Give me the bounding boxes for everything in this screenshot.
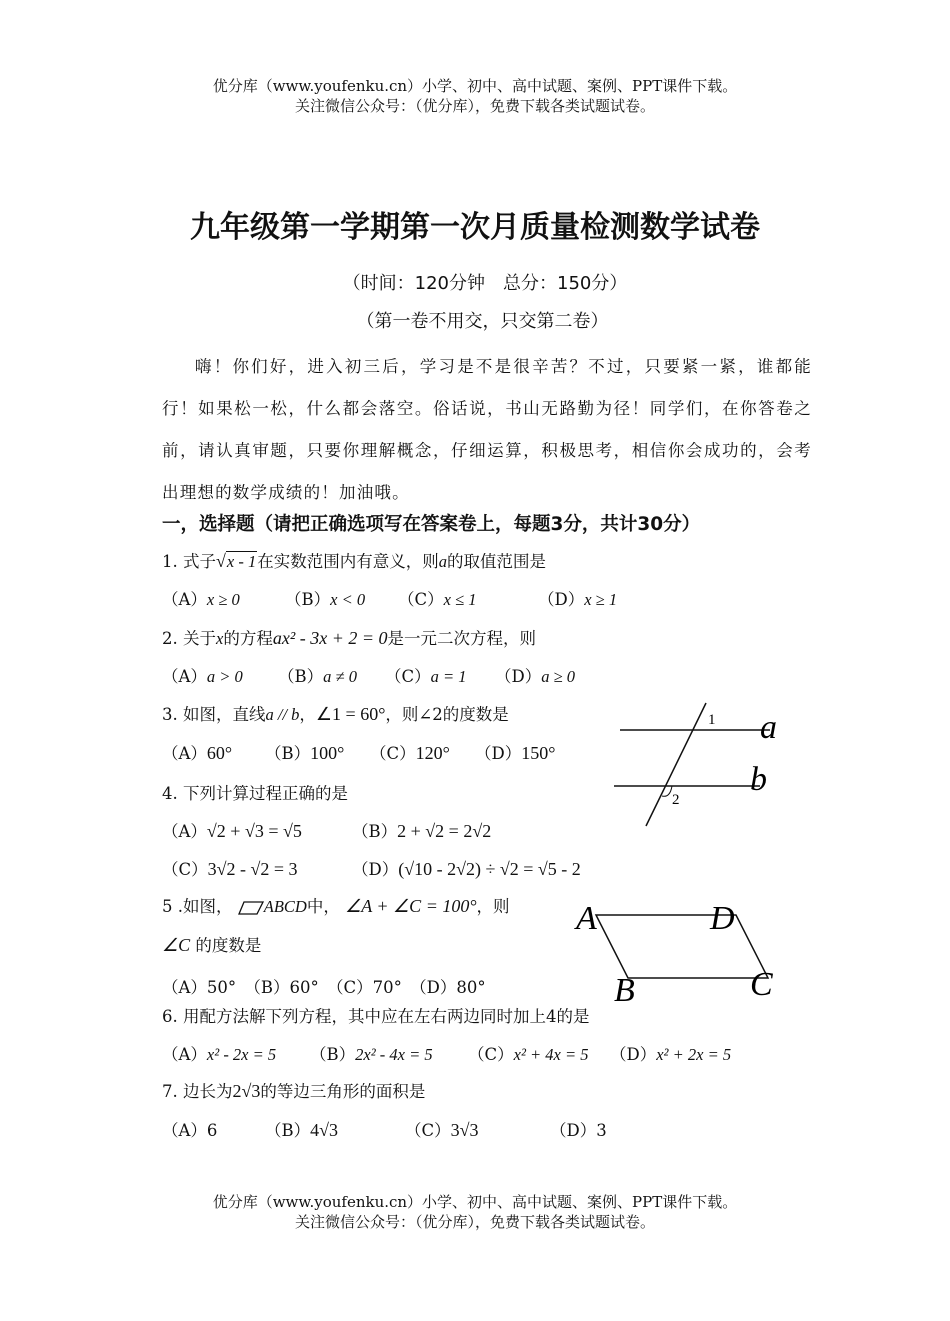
q1-radicand: x - 1 <box>226 552 257 571</box>
question-7 <box>162 1078 425 1102</box>
angle-2-label: 2 <box>672 792 680 808</box>
q7-option-d: （D）3 <box>550 1121 607 1140</box>
question-5 <box>162 893 510 917</box>
question-1 <box>162 548 546 572</box>
q1-option-d: （D）x ≥ 1 <box>538 590 618 609</box>
q2-option-d: （D）a ≥ 0 <box>495 667 576 686</box>
vertex-a: A <box>576 900 597 937</box>
question-6: 6. 用配方法解下列方程，其中应在左右两边同时加上4的是 <box>162 1007 590 1026</box>
q7-option-a: （A）6 <box>162 1121 218 1140</box>
q7-stem-b: 的等边三角形的面积是 <box>260 1082 426 1101</box>
sqrt-symbol: √ <box>216 551 226 571</box>
q3-option-d: （D）150° <box>475 743 556 763</box>
q3-parallel: a // b <box>265 705 300 724</box>
vertex-b: B <box>614 972 635 1009</box>
page-footer <box>0 1192 950 1232</box>
question-2 <box>162 625 536 649</box>
q2-option-b: （B）a ≠ 0 <box>278 667 357 686</box>
q6-option-b: （B）2x² - 4x = 5 <box>310 1045 433 1064</box>
q2-option-a: （A）a > 0 <box>162 667 243 686</box>
exam-title: 九年级第一学期第一次月质量检测数学试卷 <box>190 210 760 245</box>
q2-stem-a: 2. 关于 <box>162 629 216 648</box>
header-line-2: 关注微信公众号：（优分库），免费下载各类试题试卷。 <box>294 97 655 115</box>
q5-stem-c: ，则 <box>476 897 510 916</box>
intro-text: 嗨！你们好，进入初三后，学习是不是很辛苦？不过，只要紧一紧，谁都能行！如果松一松，什么都会落空。俗话说，书山无路勤为径！同学们，在你答卷之前，请认真审题，只要你理解概念，仔细运算，积极思考，相信你会成功的，会考出理想的数学成绩的！加油哦。 <box>162 357 812 502</box>
parallel-lines-figure <box>600 700 800 830</box>
intro-paragraph <box>162 346 812 514</box>
q5-condition: ∠A + ∠C = 100° <box>345 896 477 916</box>
q6-option-a: （A）x² - 2x = 5 <box>162 1045 277 1064</box>
q1-stem-c: 的取值范围是 <box>446 552 546 571</box>
q4-option-b: （B）2 + √2 = 2√2 <box>352 821 492 841</box>
page-header <box>0 76 950 116</box>
vertex-d: D <box>710 900 735 937</box>
angle-1-label: 1 <box>708 712 716 728</box>
exam-note: （第一卷不用交，只交第二卷） <box>356 311 609 332</box>
q3-option-c: （C）120° <box>370 743 450 763</box>
q1-option-b: （B）x < 0 <box>285 590 366 609</box>
question-4: 4. 下列计算过程正确的是 <box>162 784 348 803</box>
line-b-label: b <box>750 761 767 798</box>
q6-option-c: （C）x² + 4x = 5 <box>468 1045 589 1064</box>
q3-option-a: （A）60° <box>162 743 233 763</box>
q2-var: x <box>216 629 224 648</box>
header-line-1: 优分库（www.youfenku.cn）小学、初中、高中试题、案例、PPT课件下载。 <box>212 77 738 95</box>
q7-stem-a: 7. 边长为 <box>162 1082 233 1101</box>
q7-side: 2√3 <box>232 1081 261 1101</box>
footer-line-1: 优分库（www.youfenku.cn）小学、初中、高中试题、案例、PPT课件下载。 <box>212 1193 738 1211</box>
q6-option-d: （D）x² + 2x = 5 <box>610 1045 732 1064</box>
q5-stem-d: 的度数是 <box>190 936 262 955</box>
q7-option-c: （C）3√3 <box>405 1120 479 1140</box>
parallelogram-figure <box>570 895 790 1010</box>
q2-equation: ax² - 3x + 2 = 0 <box>272 628 388 648</box>
parallelogram-icon <box>238 900 264 916</box>
line-a-label: a <box>760 709 777 746</box>
q2-option-c: （C）a = 1 <box>385 667 467 686</box>
q3-stem-b: ， <box>299 705 316 724</box>
q5-stem-a: 5 .如图， <box>162 897 233 916</box>
section-heading: 一，选择题（请把正确选项写在答案卷上，每题3分，共计30分） <box>162 514 701 535</box>
q5-options: （A）50° （B）60° （C）70° （D）80° <box>162 978 486 997</box>
q1-option-a: （A）x ≥ 0 <box>162 590 240 609</box>
q5-angle-c: ∠C <box>162 935 191 955</box>
q3-option-b: （B）100° <box>265 743 345 763</box>
question-3 <box>162 701 509 725</box>
exam-time-total: （时间：120分钟 总分：150分） <box>342 273 628 294</box>
q5-shape: ABCD <box>263 897 307 916</box>
vertex-c: C <box>750 966 773 1003</box>
parallelogram-shape <box>596 915 768 978</box>
q3-angle: ∠1 = 60° <box>315 704 386 724</box>
q3-stem-c: ，则∠2的度数是 <box>385 705 509 724</box>
q4-option-d: （D）(√10 - 2√2) ÷ √2 = √5 - 2 <box>352 859 581 879</box>
q3-stem-a: 3. 如图，直线 <box>162 705 266 724</box>
question-5-cont <box>162 932 261 956</box>
q4-option-c: （C）3√2 - √2 = 3 <box>162 859 298 879</box>
q4-option-a: （A）√2 + √3 = √5 <box>162 821 302 841</box>
q5-stem-b: 中， <box>306 897 340 916</box>
footer-line-2: 关注微信公众号：（优分库），免费下载各类试题试卷。 <box>294 1213 655 1231</box>
q1-stem-a: 1. 式子 <box>162 552 216 571</box>
q2-stem-c: 是一元二次方程，则 <box>387 629 536 648</box>
q1-stem-b: 在实数范围内有意义，则 <box>257 552 439 571</box>
q1-option-c: （C）x ≤ 1 <box>398 590 477 609</box>
q2-stem-b: 的方程 <box>223 629 273 648</box>
q1-var: a <box>438 552 447 571</box>
q7-option-b: （B）4√3 <box>265 1120 339 1140</box>
